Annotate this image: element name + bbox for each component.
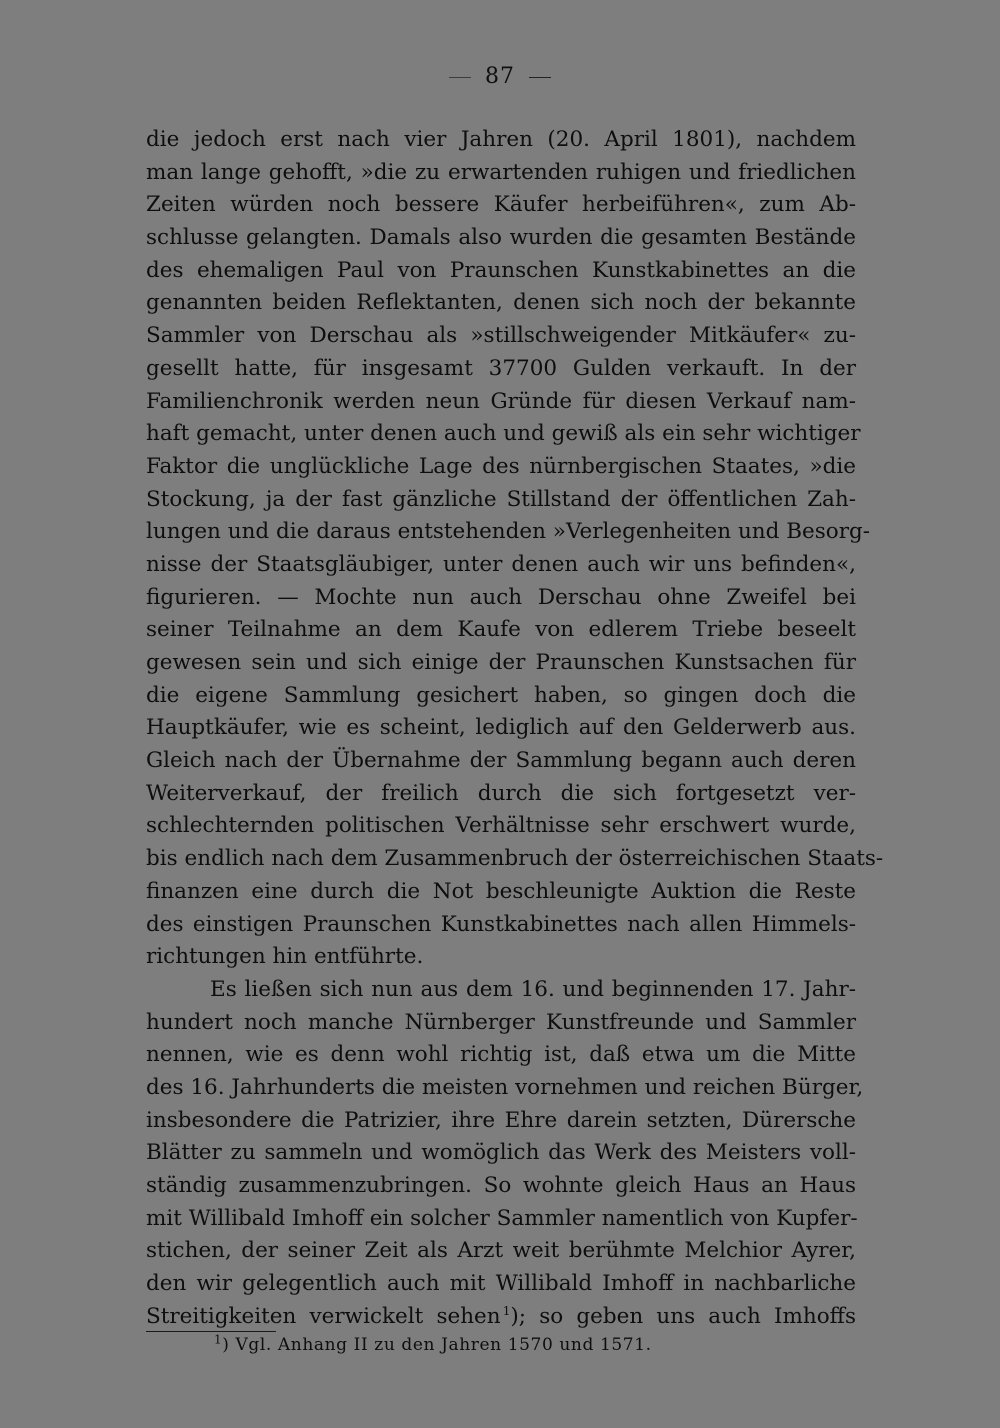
page-number-header: [0, 64, 1000, 89]
text-line: schlusse gelangten. Damals also wurden die gesamten Bestände: [146, 225, 856, 251]
text-line: stichen, der seiner Zeit als Arzt weit berühmte Melchior Ayrer,: [146, 1238, 856, 1264]
text-line: seiner Teilnahme an dem Kaufe von edlerem Triebe beseelt: [146, 617, 856, 643]
text-line: Stockung, ja der fast gänzliche Stillstand der öffentlichen Zah-: [146, 486, 856, 512]
text-line: gesellt hatte, für insgesamt 37700 Gulden verkauft. In der: [146, 355, 856, 381]
text-line: schlechternden politischen Verhältnisse sehr erschwert wurde,: [146, 813, 856, 839]
text-line: des ehemaligen Paul von Praunschen Kunstkabinettes an die: [146, 257, 856, 283]
footnote: [214, 1334, 652, 1356]
text-line: man lange gehofft, »die zu erwartenden ruhigen und friedlichen: [146, 159, 856, 185]
text-line: des 16. Jahrhunderts die meisten vornehmen und reichen Bürger,: [146, 1074, 864, 1100]
text-segment: ); so geben uns auch Imhoffs: [510, 1303, 856, 1329]
text-line: figurieren. — Mochte nun auch Derschau ohne Zweifel bei: [146, 584, 856, 610]
paragraph-end-line: richtungen hin entführte.: [146, 944, 424, 970]
text-line: Zeiten würden noch bessere Käufer herbeiführen«, zum Ab-: [146, 192, 856, 218]
page-number: 87: [485, 64, 515, 89]
text-line: den wir gelegentlich auch mit Willibald Imhoff in nachbarliche: [146, 1271, 856, 1297]
text-segment: Streitigkeiten verwickelt sehen: [146, 1303, 501, 1329]
text-line: nisse der Staatsgläubiger, unter denen auch wir uns befinden«,: [146, 551, 856, 577]
text-line: nennen, wie es denn wohl richtig ist, daß etwa um die Mitte: [146, 1042, 856, 1068]
header-dash-right: [529, 77, 551, 78]
text-line: Hauptkäufer, wie es scheint, lediglich auf den Gelderwerb aus.: [146, 715, 856, 741]
footnote-text: ) Vgl. Anhang II zu den Jahren 1570 und 1571.: [222, 1335, 652, 1355]
text-line: Familienchronik werden neun Gründe für diesen Verkauf nam-: [146, 388, 856, 414]
text-line: die jedoch erst nach vier Jahren (20. April 1801), nachdem: [146, 127, 856, 152]
text-line: bis endlich nach dem Zusammenbruch der österreichischen Staats-: [146, 846, 884, 872]
footnote-reference: 1: [502, 1303, 511, 1318]
paragraph-start-line: Es ließen sich nun aus dem 16. und beginnenden 17. Jahr-: [210, 976, 856, 1002]
body-text: [146, 124, 884, 1333]
text-line: genannten beiden Reflektanten, denen sich noch der bekannte: [146, 290, 856, 316]
footnote-marker: 1: [214, 1332, 223, 1347]
text-line: insbesondere die Patrizier, ihre Ehre darein setzten, Dürersche: [146, 1107, 856, 1133]
text-line: die eigene Sammlung gesichert haben, so gingen doch die: [146, 682, 856, 708]
text-line: gewesen sein und sich einige der Praunschen Kunstsachen für: [146, 650, 856, 675]
footnote-divider: [146, 1331, 276, 1332]
text-line: hundert noch manche Nürnberger Kunstfreunde und Sammler: [146, 1009, 856, 1035]
text-line: des einstigen Praunschen Kunstkabinettes nach allen Himmels-: [146, 911, 856, 937]
text-line: Sammler von Derschau als »stillschweigender Mitkäufer« zu-: [146, 323, 856, 349]
text-line: mit Willibald Imhoff ein solcher Sammler namentlich von Kupfer-: [146, 1205, 858, 1231]
header-dash-left: [449, 77, 471, 78]
text-line: Gleich nach der Übernahme der Sammlung begann auch deren: [146, 748, 856, 774]
text-line: haft gemacht, unter denen auch und gewiß als ein sehr wichtiger: [146, 421, 861, 447]
text-line: finanzen eine durch die Not beschleunigte Auktion die Reste: [146, 878, 856, 904]
text-line-with-footnote-ref: [146, 1301, 856, 1334]
text-line: Blätter zu sammeln und womöglich das Werk des Meisters voll-: [146, 1140, 856, 1166]
text-line: ständig zusammenzubringen. So wohnte gleich Haus an Haus: [146, 1173, 856, 1198]
text-line: Faktor die unglückliche Lage des nürnbergischen Staates, »die: [146, 453, 856, 479]
text-line: lungen und die daraus entstehenden »Verlegenheiten und Besorg-: [146, 519, 871, 545]
text-line: Weiterverkauf, der freilich durch die sich fortgesetzt ver-: [146, 780, 856, 806]
